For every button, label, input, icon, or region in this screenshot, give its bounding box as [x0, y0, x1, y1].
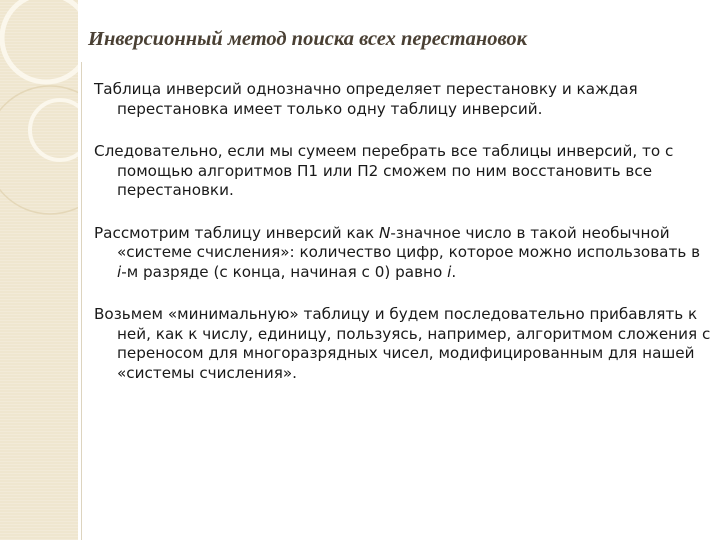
- paragraph-3-text-b: -значное число в такой необычной «системе счисления»: количество цифр, которое можно использовать в: [117, 223, 701, 261]
- paragraph-2: [94, 142, 712, 201]
- decorative-side-band: [0, 0, 78, 540]
- paragraph-3-text-a: Рассмотрим таблицу инверсий как: [94, 223, 379, 242]
- paragraph-3-var-i-2: i: [447, 262, 452, 281]
- paragraph-3-var-n: N: [378, 223, 391, 242]
- paragraph-1: [94, 80, 712, 119]
- paragraph-3-var-i: i: [117, 262, 122, 281]
- paragraph-3-text-d: .: [451, 262, 457, 281]
- paragraph-4: [94, 305, 712, 383]
- slide-title: Инверсионный метод поиска всех перестановок: [88, 28, 528, 50]
- slide-body: [94, 80, 712, 406]
- paragraph-3: [94, 224, 712, 283]
- paragraph-3-text-c: -м разряде (с конца, начиная с 0) равно: [121, 262, 448, 281]
- paragraph-1-text: Таблица инверсий однозначно определяет перестановку и каждая перестановка имеет только одну таблицу инверсий.: [94, 80, 638, 118]
- vertical-divider: [81, 62, 82, 540]
- paragraph-2-text: Следовательно, если мы сумеем перебрать все таблицы инверсий, то с помощью алгоритмов П1 или П2 сможем по ним восстановить все перестановки.: [94, 142, 674, 199]
- decorative-circles: [0, 0, 78, 540]
- paragraph-4-text: Возьмем «минимальную» таблицу и будем последовательно прибавлять к ней, как к числу, единицу, пользуясь, например, алгоритмом сложения с переносом для многоразрядных чисел, модифицированным для нашей «системы счисления».: [94, 305, 711, 382]
